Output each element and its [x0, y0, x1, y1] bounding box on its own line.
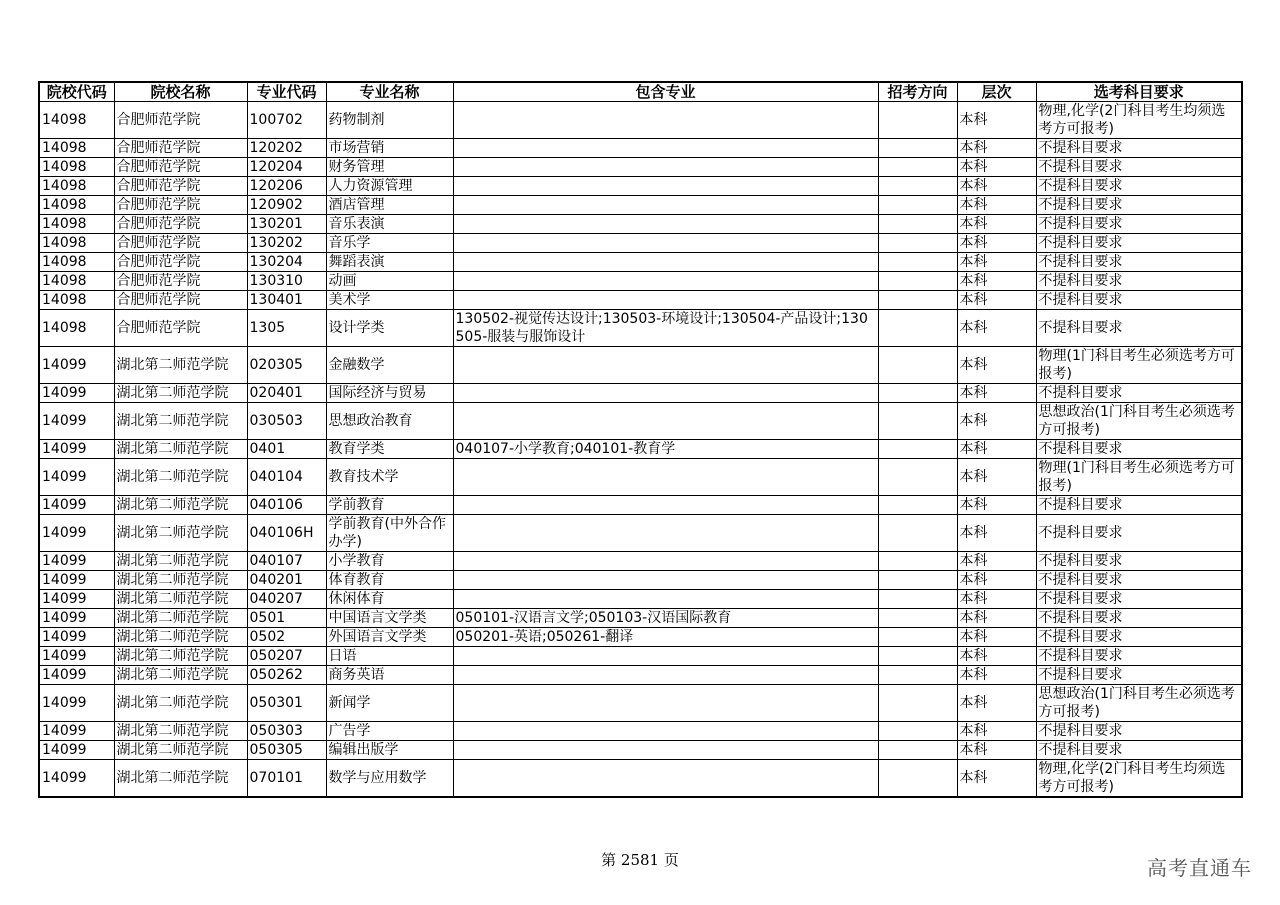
header-major-code: 专业代码	[247, 82, 326, 102]
cell-major-name: 设计学类	[326, 310, 453, 347]
cell-subject-requirement: 不提科目要求	[1036, 253, 1242, 272]
table-row	[39, 440, 1242, 459]
cell-direction	[878, 384, 957, 403]
table-row	[39, 628, 1242, 647]
cell-subject-requirement: 不提科目要求	[1036, 666, 1242, 685]
cell-major-name: 商务英语	[326, 666, 453, 685]
cell-subject-requirement: 不提科目要求	[1036, 215, 1242, 234]
cell-direction	[878, 552, 957, 571]
table-row	[39, 403, 1242, 440]
cell-school-name: 湖北第二师范学院	[114, 647, 247, 666]
cell-included-majors	[453, 760, 878, 798]
cell-level: 本科	[957, 685, 1036, 722]
cell-included-majors	[453, 571, 878, 590]
cell-school-name: 合肥师范学院	[114, 234, 247, 253]
cell-level: 本科	[957, 253, 1036, 272]
cell-major-code: 120206	[247, 177, 326, 196]
cell-direction	[878, 234, 957, 253]
cell-included-majors	[453, 666, 878, 685]
cell-school-code: 14099	[39, 666, 114, 685]
cell-major-name: 音乐学	[326, 234, 453, 253]
cell-direction	[878, 628, 957, 647]
cell-level: 本科	[957, 440, 1036, 459]
cell-major-name: 人力资源管理	[326, 177, 453, 196]
table-row	[39, 590, 1242, 609]
cell-level: 本科	[957, 741, 1036, 760]
cell-school-code: 14099	[39, 647, 114, 666]
cell-major-code: 050262	[247, 666, 326, 685]
cell-school-code: 14099	[39, 760, 114, 798]
cell-major-name: 酒店管理	[326, 196, 453, 215]
cell-included-majors: 050101-汉语言文学;050103-汉语国际教育	[453, 609, 878, 628]
table-row	[39, 384, 1242, 403]
cell-level: 本科	[957, 291, 1036, 310]
cell-school-code: 14099	[39, 440, 114, 459]
cell-major-name: 数学与应用数学	[326, 760, 453, 798]
cell-school-name: 湖北第二师范学院	[114, 571, 247, 590]
cell-major-code: 040201	[247, 571, 326, 590]
cell-major-code: 040107	[247, 552, 326, 571]
cell-school-name: 湖北第二师范学院	[114, 685, 247, 722]
header-included-majors: 包含专业	[453, 82, 878, 102]
cell-school-name: 湖北第二师范学院	[114, 515, 247, 552]
cell-included-majors	[453, 722, 878, 741]
cell-school-name: 合肥师范学院	[114, 177, 247, 196]
cell-school-name: 湖北第二师范学院	[114, 760, 247, 798]
cell-direction	[878, 685, 957, 722]
cell-school-code: 14098	[39, 272, 114, 291]
cell-school-name: 合肥师范学院	[114, 196, 247, 215]
cell-direction	[878, 403, 957, 440]
cell-subject-requirement: 不提科目要求	[1036, 177, 1242, 196]
table-row	[39, 685, 1242, 722]
table-row	[39, 722, 1242, 741]
cell-level: 本科	[957, 609, 1036, 628]
cell-subject-requirement: 思想政治(1门科目考生必须选考方可报考)	[1036, 685, 1242, 722]
cell-major-code: 040104	[247, 459, 326, 496]
cell-school-code: 14098	[39, 291, 114, 310]
cell-included-majors	[453, 234, 878, 253]
cell-direction	[878, 253, 957, 272]
cell-school-code: 14098	[39, 234, 114, 253]
cell-level: 本科	[957, 403, 1036, 440]
table-row	[39, 741, 1242, 760]
cell-direction	[878, 440, 957, 459]
cell-included-majors	[453, 403, 878, 440]
cell-major-code: 020401	[247, 384, 326, 403]
cell-included-majors: 040107-小学教育;040101-教育学	[453, 440, 878, 459]
cell-direction	[878, 666, 957, 685]
cell-school-name: 湖北第二师范学院	[114, 590, 247, 609]
cell-major-code: 120202	[247, 139, 326, 158]
cell-major-code: 070101	[247, 760, 326, 798]
cell-school-code: 14098	[39, 158, 114, 177]
cell-school-code: 14099	[39, 496, 114, 515]
table-row	[39, 515, 1242, 552]
table-row	[39, 196, 1242, 215]
cell-included-majors	[453, 139, 878, 158]
cell-subject-requirement: 不提科目要求	[1036, 440, 1242, 459]
cell-school-name: 湖北第二师范学院	[114, 496, 247, 515]
cell-subject-requirement: 不提科目要求	[1036, 552, 1242, 571]
watermark: 高考直通车	[1147, 856, 1252, 880]
cell-subject-requirement: 不提科目要求	[1036, 196, 1242, 215]
cell-school-name: 湖北第二师范学院	[114, 384, 247, 403]
cell-school-code: 14099	[39, 628, 114, 647]
cell-subject-requirement: 不提科目要求	[1036, 272, 1242, 291]
cell-major-name: 外国语言文学类	[326, 628, 453, 647]
cell-included-majors	[453, 291, 878, 310]
cell-subject-requirement: 不提科目要求	[1036, 647, 1242, 666]
cell-major-code: 1305	[247, 310, 326, 347]
cell-level: 本科	[957, 347, 1036, 384]
cell-school-code: 14099	[39, 515, 114, 552]
cell-included-majors	[453, 272, 878, 291]
cell-major-code: 050305	[247, 741, 326, 760]
table-row	[39, 666, 1242, 685]
cell-subject-requirement: 不提科目要求	[1036, 571, 1242, 590]
cell-subject-requirement: 不提科目要求	[1036, 139, 1242, 158]
cell-level: 本科	[957, 571, 1036, 590]
cell-major-code: 030503	[247, 403, 326, 440]
cell-major-code: 050207	[247, 647, 326, 666]
cell-major-code: 050301	[247, 685, 326, 722]
cell-direction	[878, 609, 957, 628]
cell-included-majors	[453, 741, 878, 760]
cell-school-name: 湖北第二师范学院	[114, 609, 247, 628]
cell-level: 本科	[957, 310, 1036, 347]
cell-major-code: 040207	[247, 590, 326, 609]
cell-school-name: 湖北第二师范学院	[114, 741, 247, 760]
cell-direction	[878, 310, 957, 347]
cell-level: 本科	[957, 666, 1036, 685]
cell-school-name: 湖北第二师范学院	[114, 666, 247, 685]
header-school-code: 院校代码	[39, 82, 114, 102]
cell-school-code: 14099	[39, 403, 114, 440]
cell-major-name: 学前教育	[326, 496, 453, 515]
table-row	[39, 310, 1242, 347]
cell-included-majors	[453, 158, 878, 177]
cell-direction	[878, 196, 957, 215]
cell-major-code: 040106H	[247, 515, 326, 552]
cell-school-name: 合肥师范学院	[114, 272, 247, 291]
cell-school-name: 合肥师范学院	[114, 158, 247, 177]
cell-level: 本科	[957, 496, 1036, 515]
cell-major-code: 040106	[247, 496, 326, 515]
table-row	[39, 139, 1242, 158]
cell-direction	[878, 590, 957, 609]
cell-included-majors	[453, 215, 878, 234]
header-row	[39, 82, 1242, 102]
cell-level: 本科	[957, 647, 1036, 666]
table-row	[39, 347, 1242, 384]
cell-included-majors: 050201-英语;050261-翻译	[453, 628, 878, 647]
cell-subject-requirement: 不提科目要求	[1036, 496, 1242, 515]
cell-level: 本科	[957, 590, 1036, 609]
table-row	[39, 177, 1242, 196]
cell-school-code: 14099	[39, 590, 114, 609]
cell-school-code: 14098	[39, 139, 114, 158]
cell-school-code: 14098	[39, 177, 114, 196]
cell-direction	[878, 291, 957, 310]
cell-direction	[878, 647, 957, 666]
cell-major-code: 130204	[247, 253, 326, 272]
cell-included-majors	[453, 177, 878, 196]
cell-included-majors	[453, 685, 878, 722]
table-row	[39, 234, 1242, 253]
cell-direction	[878, 158, 957, 177]
cell-major-name: 学前教育(中外合作办学)	[326, 515, 453, 552]
cell-major-name: 体育教育	[326, 571, 453, 590]
cell-school-name: 湖北第二师范学院	[114, 722, 247, 741]
cell-school-name: 合肥师范学院	[114, 102, 247, 139]
cell-included-majors	[453, 459, 878, 496]
cell-included-majors	[453, 253, 878, 272]
cell-school-name: 合肥师范学院	[114, 310, 247, 347]
table-row	[39, 102, 1242, 139]
cell-level: 本科	[957, 158, 1036, 177]
cell-major-code: 130202	[247, 234, 326, 253]
cell-school-code: 14099	[39, 347, 114, 384]
cell-major-name: 国际经济与贸易	[326, 384, 453, 403]
cell-included-majors: 130502-视觉传达设计;130503-环境设计;130504-产品设计;130505-服装与服饰设计	[453, 310, 878, 347]
cell-subject-requirement: 不提科目要求	[1036, 234, 1242, 253]
header-direction: 招考方向	[878, 82, 957, 102]
table-row	[39, 158, 1242, 177]
table-row	[39, 459, 1242, 496]
cell-level: 本科	[957, 272, 1036, 291]
cell-level: 本科	[957, 722, 1036, 741]
cell-included-majors	[453, 347, 878, 384]
admission-table	[38, 81, 1243, 798]
cell-school-code: 14099	[39, 741, 114, 760]
cell-subject-requirement: 不提科目要求	[1036, 291, 1242, 310]
cell-level: 本科	[957, 215, 1036, 234]
table-row	[39, 272, 1242, 291]
cell-level: 本科	[957, 384, 1036, 403]
cell-school-code: 14098	[39, 196, 114, 215]
cell-school-code: 14098	[39, 253, 114, 272]
cell-major-name: 教育技术学	[326, 459, 453, 496]
table-body	[39, 102, 1242, 798]
cell-direction	[878, 571, 957, 590]
cell-major-name: 舞蹈表演	[326, 253, 453, 272]
cell-level: 本科	[957, 102, 1036, 139]
cell-school-code: 14099	[39, 722, 114, 741]
header-subject-requirement: 选考科目要求	[1036, 82, 1242, 102]
table-row	[39, 609, 1242, 628]
cell-school-name: 湖北第二师范学院	[114, 347, 247, 384]
cell-major-name: 动画	[326, 272, 453, 291]
cell-school-name: 湖北第二师范学院	[114, 628, 247, 647]
cell-included-majors	[453, 515, 878, 552]
table-row	[39, 552, 1242, 571]
cell-major-name: 财务管理	[326, 158, 453, 177]
cell-major-name: 休闲体育	[326, 590, 453, 609]
cell-school-name: 湖北第二师范学院	[114, 552, 247, 571]
cell-school-name: 湖北第二师范学院	[114, 440, 247, 459]
cell-school-code: 14099	[39, 685, 114, 722]
cell-level: 本科	[957, 177, 1036, 196]
cell-included-majors	[453, 384, 878, 403]
cell-subject-requirement: 思想政治(1门科目考生必须选考方可报考)	[1036, 403, 1242, 440]
table-row	[39, 760, 1242, 798]
cell-school-name: 合肥师范学院	[114, 253, 247, 272]
cell-major-name: 药物制剂	[326, 102, 453, 139]
cell-subject-requirement: 不提科目要求	[1036, 158, 1242, 177]
cell-subject-requirement: 物理(1门科目考生必须选考方可报考)	[1036, 347, 1242, 384]
cell-major-name: 音乐表演	[326, 215, 453, 234]
cell-level: 本科	[957, 139, 1036, 158]
table-row	[39, 647, 1242, 666]
cell-major-code: 0501	[247, 609, 326, 628]
cell-school-name: 湖北第二师范学院	[114, 459, 247, 496]
table-row	[39, 496, 1242, 515]
cell-subject-requirement: 不提科目要求	[1036, 609, 1242, 628]
cell-subject-requirement: 不提科目要求	[1036, 384, 1242, 403]
cell-subject-requirement: 不提科目要求	[1036, 722, 1242, 741]
cell-level: 本科	[957, 552, 1036, 571]
cell-subject-requirement: 物理,化学(2门科目考生均须选考方可报考)	[1036, 102, 1242, 139]
header-major-name: 专业名称	[326, 82, 453, 102]
cell-school-code: 14099	[39, 552, 114, 571]
cell-level: 本科	[957, 459, 1036, 496]
cell-major-code: 020305	[247, 347, 326, 384]
cell-school-code: 14098	[39, 102, 114, 139]
cell-direction	[878, 139, 957, 158]
cell-school-name: 合肥师范学院	[114, 139, 247, 158]
table-row	[39, 253, 1242, 272]
cell-school-code: 14099	[39, 459, 114, 496]
cell-major-code: 120902	[247, 196, 326, 215]
cell-level: 本科	[957, 234, 1036, 253]
cell-level: 本科	[957, 628, 1036, 647]
cell-major-name: 美术学	[326, 291, 453, 310]
cell-direction	[878, 177, 957, 196]
cell-major-code: 130401	[247, 291, 326, 310]
cell-subject-requirement: 物理(1门科目考生必须选考方可报考)	[1036, 459, 1242, 496]
cell-included-majors	[453, 196, 878, 215]
cell-level: 本科	[957, 196, 1036, 215]
cell-school-code: 14098	[39, 215, 114, 234]
cell-major-name: 教育学类	[326, 440, 453, 459]
cell-subject-requirement: 不提科目要求	[1036, 515, 1242, 552]
cell-major-name: 编辑出版学	[326, 741, 453, 760]
cell-major-code: 050303	[247, 722, 326, 741]
cell-major-code: 120204	[247, 158, 326, 177]
cell-direction	[878, 215, 957, 234]
cell-subject-requirement: 不提科目要求	[1036, 628, 1242, 647]
cell-school-code: 14099	[39, 609, 114, 628]
cell-included-majors	[453, 590, 878, 609]
cell-major-code: 130310	[247, 272, 326, 291]
cell-direction	[878, 272, 957, 291]
cell-included-majors	[453, 102, 878, 139]
cell-major-name: 广告学	[326, 722, 453, 741]
cell-school-name: 湖北第二师范学院	[114, 403, 247, 440]
cell-level: 本科	[957, 515, 1036, 552]
table-row	[39, 291, 1242, 310]
cell-school-code: 14099	[39, 384, 114, 403]
cell-major-code: 0401	[247, 440, 326, 459]
cell-included-majors	[453, 496, 878, 515]
header-school-name: 院校名称	[114, 82, 247, 102]
cell-major-code: 100702	[247, 102, 326, 139]
cell-direction	[878, 459, 957, 496]
header-level: 层次	[957, 82, 1036, 102]
cell-direction	[878, 102, 957, 139]
cell-direction	[878, 347, 957, 384]
cell-major-name: 新闻学	[326, 685, 453, 722]
cell-subject-requirement: 不提科目要求	[1036, 310, 1242, 347]
cell-school-code: 14098	[39, 310, 114, 347]
cell-school-code: 14099	[39, 571, 114, 590]
cell-subject-requirement: 不提科目要求	[1036, 590, 1242, 609]
cell-direction	[878, 722, 957, 741]
cell-level: 本科	[957, 760, 1036, 798]
cell-direction	[878, 760, 957, 798]
cell-school-name: 合肥师范学院	[114, 215, 247, 234]
table-row	[39, 215, 1242, 234]
cell-direction	[878, 515, 957, 552]
cell-major-name: 小学教育	[326, 552, 453, 571]
cell-included-majors	[453, 647, 878, 666]
cell-subject-requirement: 物理,化学(2门科目考生均须选考方可报考)	[1036, 760, 1242, 798]
cell-included-majors	[453, 552, 878, 571]
cell-major-name: 市场营销	[326, 139, 453, 158]
cell-major-name: 思想政治教育	[326, 403, 453, 440]
cell-major-name: 金融数学	[326, 347, 453, 384]
cell-direction	[878, 741, 957, 760]
cell-major-name: 日语	[326, 647, 453, 666]
cell-major-name: 中国语言文学类	[326, 609, 453, 628]
cell-major-code: 0502	[247, 628, 326, 647]
cell-major-code: 130201	[247, 215, 326, 234]
cell-direction	[878, 496, 957, 515]
table-row	[39, 571, 1242, 590]
cell-school-name: 合肥师范学院	[114, 291, 247, 310]
page-number: 第 2581 页	[601, 851, 679, 869]
cell-subject-requirement: 不提科目要求	[1036, 741, 1242, 760]
